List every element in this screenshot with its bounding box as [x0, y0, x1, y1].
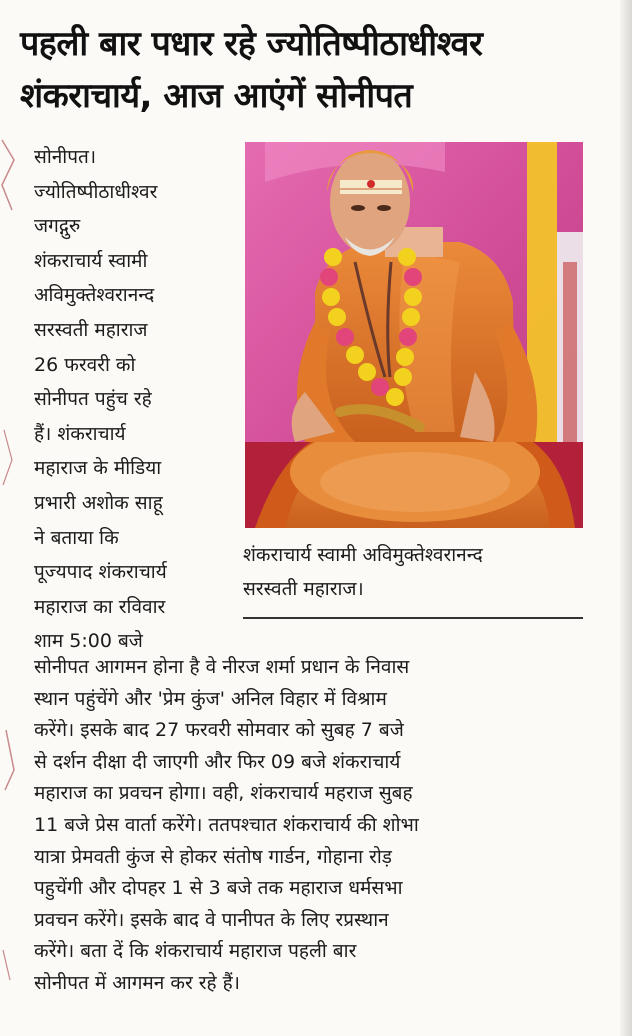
body-line: यात्रा प्रेमवती कुंज से होकर संतोष गार्डन, गोहाना रोड़ [34, 845, 392, 868]
left-line: अविमुक्तेश्वरानन्द [34, 284, 155, 307]
caption-line-1: शंकराचार्य स्वामी अविमुक्तेश्वरानन्द [243, 544, 483, 566]
news-photo [245, 142, 583, 528]
left-line: 26 फरवरी को [34, 353, 136, 376]
left-line: शंकराचार्य स्वामी [34, 249, 148, 272]
body-line: स्थान पहुंचेंगे और 'प्रेम कुंज' अनिल विहार में विश्राम [34, 687, 387, 710]
headline-line-1: पहली बार पधार रहे ज्योतिष्पीठाधीश्वर [20, 24, 483, 64]
body-line: पहुचेंगी और दोपहर 1 से 3 बजे तक महाराज धर्मसभा [34, 877, 403, 900]
photo-caption [243, 538, 583, 606]
page-edge-shadow [620, 0, 632, 1036]
torn-edge-marks [0, 130, 20, 1030]
caption-underline [243, 617, 583, 619]
left-line: सोनीपत पहुंच रहे [34, 388, 152, 411]
article-body [34, 652, 594, 1000]
left-line: ने बताया कि [34, 526, 119, 549]
left-line: महाराज का रविवार [34, 595, 166, 618]
left-line: प्रभारी अशोक साहू [34, 491, 163, 514]
body-line: करेंगे। बता दें कि शंकराचार्य महाराज पहली बार [34, 940, 357, 963]
left-line: महाराज के मीडिया [34, 457, 162, 480]
left-line: हैं। शंकराचार्य [34, 422, 126, 445]
left-line: ज्योतिष्पीठाधीश्वर [34, 180, 158, 203]
left-line: शाम 5:00 बजे [34, 630, 143, 653]
body-line: सोनीपत में आगमन कर रहे हैं। [34, 971, 240, 994]
body-line: महाराज का प्रवचन होगा। वही, शंकराचार्य महराज सुबह [34, 782, 413, 805]
left-line: सरस्वती महाराज [34, 318, 148, 341]
left-column-text [34, 140, 244, 659]
headline-line-2: शंकराचार्य, आज आएंगें सोनीपत [20, 76, 413, 116]
body-line: से दर्शन दीक्षा दी जाएगी और फिर 09 बजे शंकराचार्य [34, 750, 401, 773]
body-line: 11 बजे प्रेस वार्ता करेंगे। ततपश्चात शंकराचार्य की शोभा [34, 813, 419, 836]
body-line: सोनीपत आगमन होना है वे नीरज शर्मा प्रधान के निवास [34, 656, 410, 678]
left-line: पूज्यपाद शंकराचार्य [34, 561, 167, 584]
body-line: प्रवचन करेंगे। इसके बाद वे पानीपत के लिए रप्रस्थान [34, 908, 389, 931]
seated-monk-illustration [245, 142, 583, 528]
headline [20, 18, 610, 122]
left-line: सोनीपत। [34, 146, 97, 168]
body-line: करेंगे। इसके बाद 27 फरवरी सोमवार को सुबह 7 बजे [34, 719, 404, 742]
left-line: जगद्गुरु [34, 215, 81, 238]
caption-line-2: सरस्वती महाराज। [243, 578, 364, 600]
